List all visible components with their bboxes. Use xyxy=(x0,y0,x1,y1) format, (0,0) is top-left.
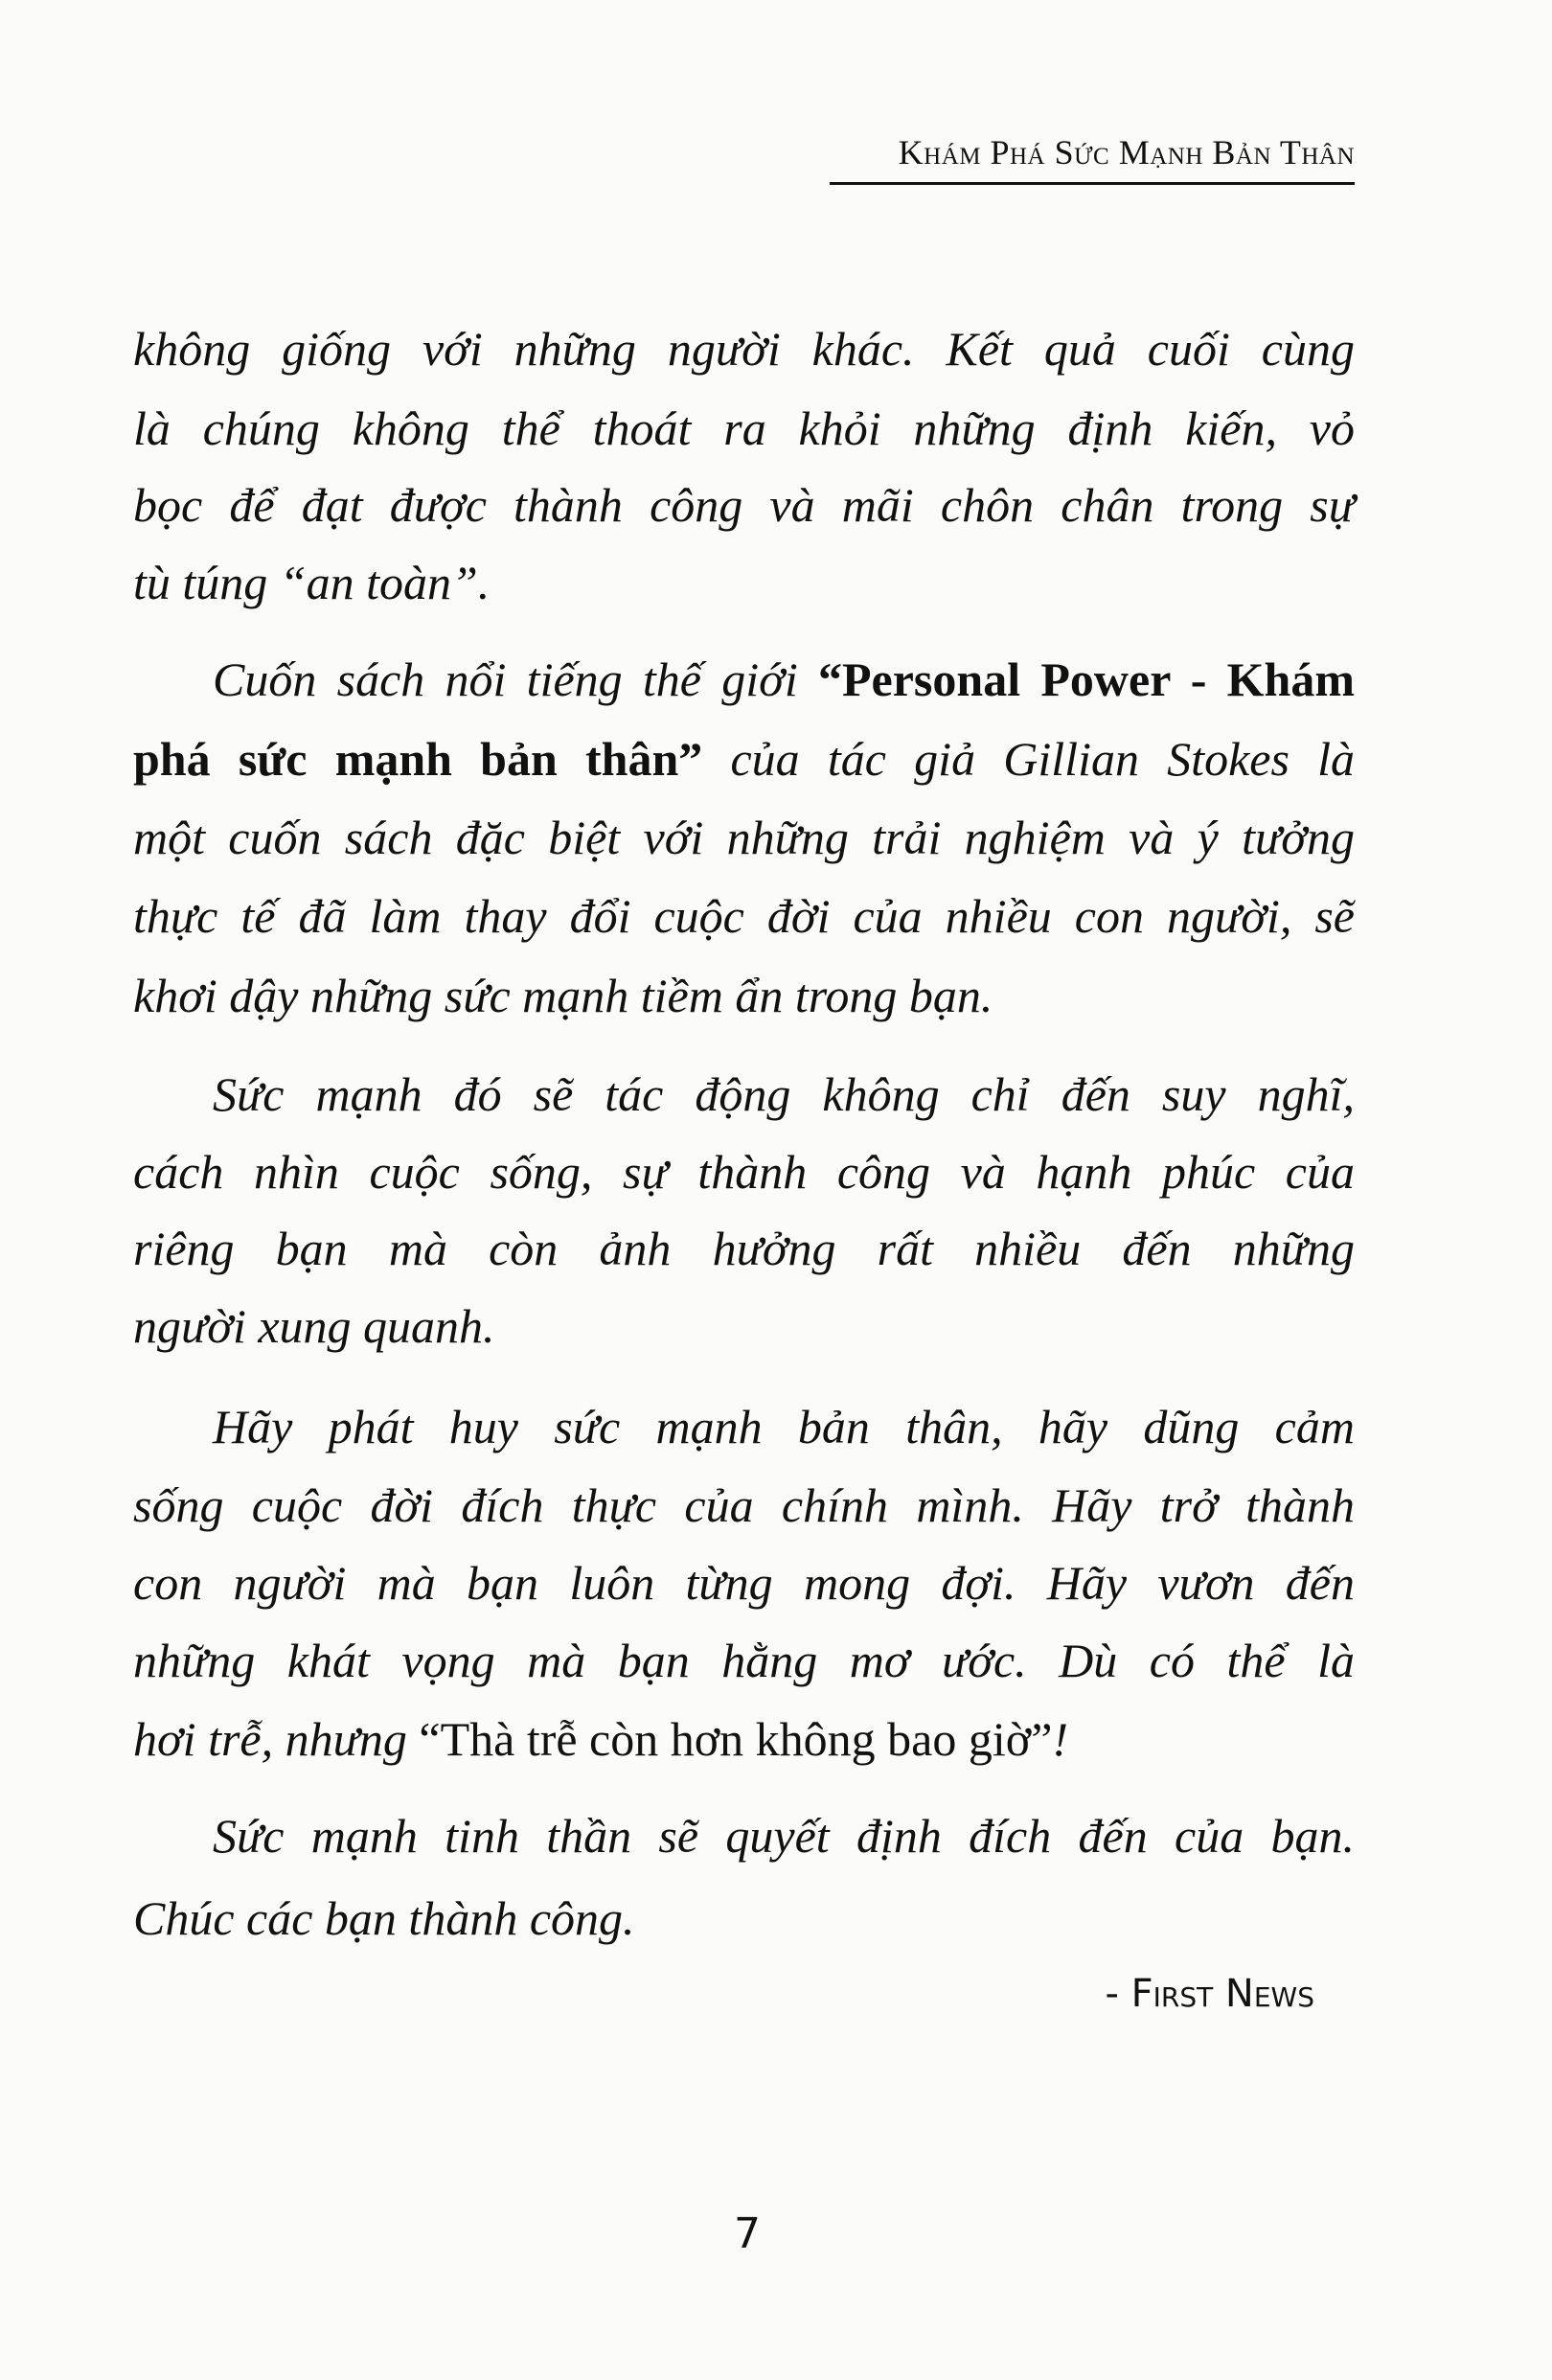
paragraph-3-line-2 xyxy=(133,1133,1355,1211)
text-segment: Chúc các bạn thành công. xyxy=(133,1891,635,1945)
paragraph-3-line-1 xyxy=(213,1055,1355,1133)
paragraph-5-line-1 xyxy=(213,1796,1355,1875)
page-number: 7 xyxy=(734,2209,761,2258)
text-segment: Sức mạnh tinh thần sẽ quyết định đích đến của bạn. xyxy=(213,1809,1355,1863)
paragraph-2-line-2 xyxy=(133,720,1355,798)
paragraph-3-line-4 xyxy=(133,1287,1355,1365)
text-segment: Cuốn sách nổi tiếng thế giới xyxy=(213,652,818,706)
text-segment: con người mà bạn luôn từng mong đợi. Hãy vươn đến xyxy=(133,1556,1355,1610)
paragraph-4-line-5 xyxy=(133,1700,1355,1778)
paragraph-4-line-4 xyxy=(133,1621,1355,1700)
text-segment: Sức mạnh đó sẽ tác động không chỉ đến suy nghĩ, xyxy=(213,1067,1355,1121)
text-segment: bọc để đạt được thành công và mãi chôn chân trong sự xyxy=(133,478,1355,532)
text-segment: những khát vọng mà bạn hằng mơ ước. Dù có thể là xyxy=(133,1634,1355,1687)
text-segment: cách nhìn cuộc sống, sự thành công và hạnh phúc của xyxy=(133,1145,1355,1199)
text-segment: thực tế đã làm thay đổi cuộc đời của nhiều con người, sẽ xyxy=(133,889,1355,943)
paragraph-4-line-1 xyxy=(213,1387,1355,1466)
paragraph-2-line-4 xyxy=(133,877,1355,955)
text-segment: hơi trễ, nhưng xyxy=(133,1712,420,1766)
text-segment: tù túng “an toàn”. xyxy=(133,556,491,609)
paragraph-4-line-3 xyxy=(133,1544,1355,1622)
paragraph-2-line-3 xyxy=(133,798,1355,877)
signature: - First News xyxy=(1105,1972,1314,2016)
text-segment: của tác giả Gillian Stokes là xyxy=(730,732,1356,786)
text-segment: ! xyxy=(1052,1712,1069,1766)
paragraph-1-line-3 xyxy=(133,466,1355,544)
paragraph-3-line-3 xyxy=(133,1209,1355,1288)
text-segment: riêng bạn mà còn ảnh hưởng rất nhiều đến những xyxy=(133,1222,1355,1275)
text-segment: là chúng không thể thoát ra khỏi những định kiến, vỏ xyxy=(133,401,1355,455)
paragraph-4-line-2 xyxy=(133,1466,1355,1545)
header-rule xyxy=(830,182,1355,185)
text-segment: sống cuộc đời đích thực của chính mình. Hãy trở thành xyxy=(133,1478,1355,1532)
text-segment: phá sức mạnh bản thân” xyxy=(133,732,731,786)
text-segment: Hãy phát huy sức mạnh bản thân, hãy dũng cảm xyxy=(213,1400,1355,1453)
text-segment: không giống với những người khác. Kết quả cuối cùng xyxy=(133,322,1355,376)
text-segment: khơi dậy những sức mạnh tiềm ẩn trong bạn. xyxy=(133,969,993,1022)
text-segment: một cuốn sách đặc biệt với những trải nghiệm và ý tưởng xyxy=(133,811,1355,864)
running-header-title: Khám Phá Sức Mạnh Bản Thân xyxy=(898,133,1355,172)
paragraph-2-line-1 xyxy=(213,640,1355,719)
paragraph-5-line-2 xyxy=(133,1879,1355,1957)
text-segment: “Personal Power - Khám xyxy=(818,652,1356,706)
paragraph-1-line-4 xyxy=(133,543,1355,622)
paragraph-1-line-1 xyxy=(133,309,1355,388)
text-segment: người xung quanh. xyxy=(133,1299,495,1353)
text-segment: “Thà trễ còn hơn không bao giờ” xyxy=(419,1712,1053,1766)
paragraph-1-line-2 xyxy=(133,389,1355,468)
paragraph-2-line-5 xyxy=(133,956,1355,1035)
